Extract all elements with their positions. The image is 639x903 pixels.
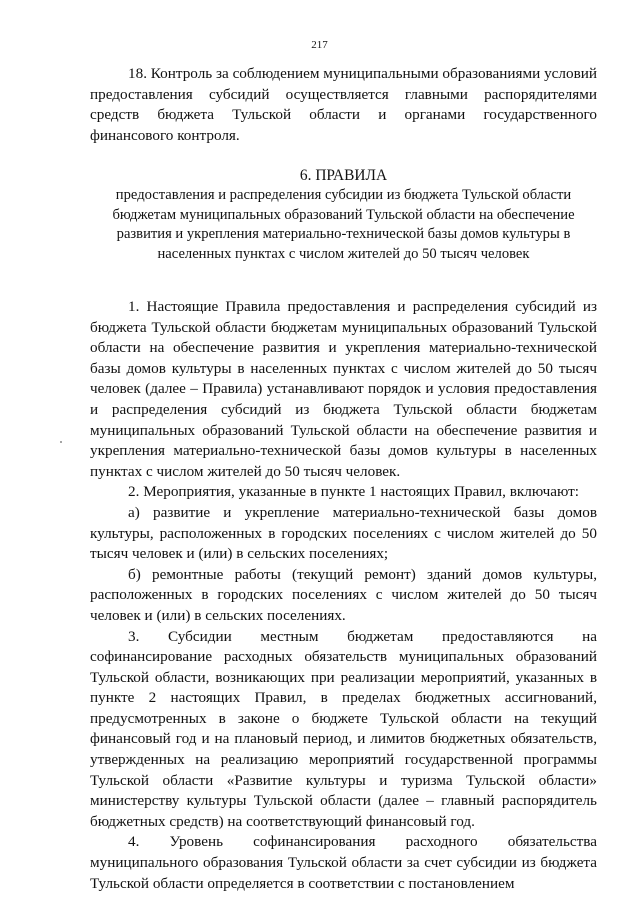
- rule-paragraph-4: 4. Уровень софинансирования расходного обязательства муниципального образования Тульской области за счет субсидии из бюджета Тульской области определяется в соответствии с постановлением: [90, 833, 597, 892]
- section-heading: [90, 166, 597, 264]
- section-subtitle: предоставления и распределения субсидии из бюджета Тульской области бюджетам муниципальных образований Тульской области на обеспечение развития и укрепления материально-технической базы домов культуры в населенных пунктах с числом жителей до 50 тысяч человек: [112, 187, 575, 262]
- rule-paragraph-3: 3. Субсидии местным бюджетам предоставляются на софинансирование расходных обязательств муниципальных образований Тульской области, возникающих при реализации мероприятий, указанных в пункте 2 настоящих Правил, в пределах бюджетных ассигнований, предусмотренных в законе о бюджете Тульской области на текущий финансовый год и на плановый период, и лимитов бюджетных обязательств, утвержденных на реализацию мероприятий государственной программы Тульской области «Развитие культуры и туризма Тульской области» министерству культуры Тульской области (далее – главный распорядитель бюджетных средств) на соответствующий финансовый год.: [90, 627, 597, 830]
- rule-paragraph-2b: б) ремонтные работы (текущий ремонт) зданий домов культуры, расположенных в городских поселениях с числом жителей до 50 тысяч человек и (или) в сельских поселениях.: [90, 565, 597, 624]
- rule-paragraph-1: 1. Настоящие Правила предоставления и распределения субсидий из бюджета Тульской области бюджетам муниципальных образований Тульской области на обеспечение развития и укрепления материально-технической базы домов культуры в населенных пунктах с числом жителей до 50 тысяч человек (далее – Правила) устанавливают порядок и условия предоставления и распределения субсидий из бюджета Тульской области бюджетам муниципальных образований Тульской области на обеспечение развития и укрепления материально-технической базы домов культуры в населенных пунктах с числом жителей до 50 тысяч человек.: [90, 298, 597, 480]
- rule-paragraph-2a: а) развитие и укрепление материально-технической базы домов культуры, расположенных в городских поселениях с числом жителей до 50 тысяч человек и (или) в сельских поселениях;: [90, 503, 597, 563]
- rule-paragraph-2: 2. Мероприятия, указанные в пункте 1 настоящих Правил, включают:: [128, 483, 579, 501]
- intro-paragraph: 18. Контроль за соблюдением муниципальными образованиями условий предоставления субсидий осуществляется главными распорядителями средств бюджета Тульской области и органами государственного финансового контроля.: [90, 65, 597, 144]
- scan-speck: [60, 441, 62, 443]
- page-content: [90, 64, 597, 894]
- page-number: 217: [311, 39, 328, 51]
- rules-body: [90, 297, 597, 894]
- section-title: 6. ПРАВИЛА: [299, 167, 388, 185]
